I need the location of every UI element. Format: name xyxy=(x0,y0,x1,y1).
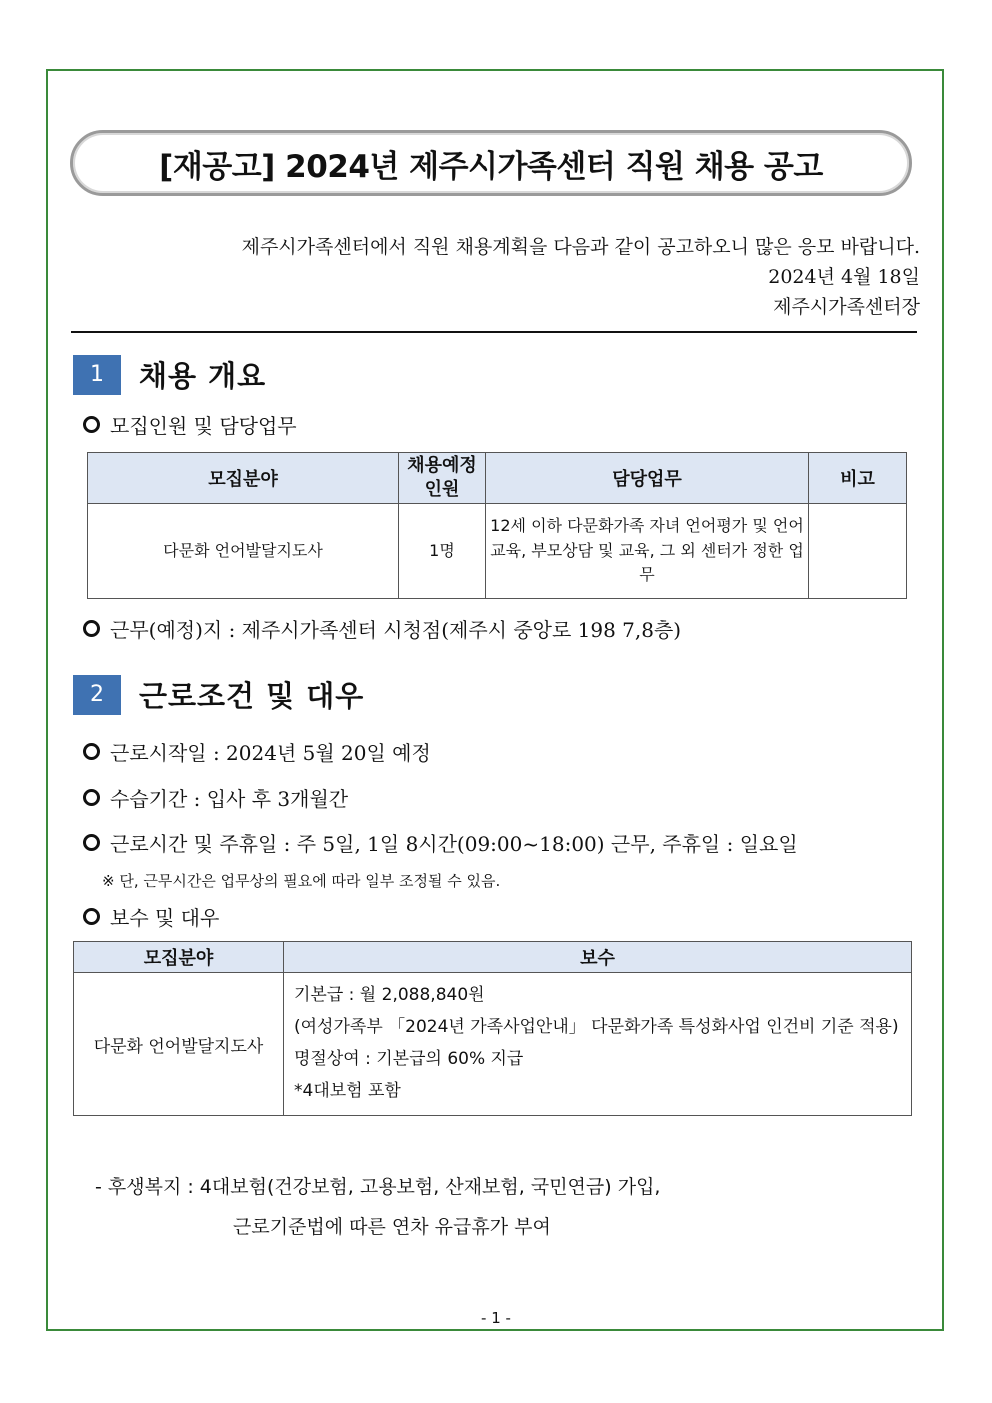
bullet-location xyxy=(83,614,681,643)
section-2-title: 근로조건 및 대우 xyxy=(139,679,365,713)
cell-count: 1명 xyxy=(399,504,486,599)
section-1-number: 1 xyxy=(73,355,121,395)
bullet-probation xyxy=(83,783,348,812)
header-duty: 담당업무 xyxy=(486,453,809,504)
recruit-table xyxy=(87,452,907,599)
table-row xyxy=(88,504,907,599)
circle-bullet-icon xyxy=(83,789,100,806)
bullet-recruit-text: 모집인원 및 담당업무 xyxy=(110,414,297,438)
cell-field: 다문화 언어발달지도사 xyxy=(88,504,399,599)
bullet-hours xyxy=(83,828,798,857)
section-2-number: 2 xyxy=(73,675,121,715)
welfare-line-2: 근로기준법에 따른 연차 유급휴가 부여 xyxy=(233,1216,551,1238)
section-1-title: 채용 개요 xyxy=(139,359,267,393)
page-title: [재공고] 2024년 제주시가족센터 직원 채용 공고 xyxy=(159,148,823,185)
pay-line: 기본급 : 월 2,088,840원 xyxy=(294,985,485,1005)
bullet-pay xyxy=(83,902,219,931)
bullet-probation-text: 수습기간 : 입사 후 3개월간 xyxy=(110,787,349,811)
section-1-heading xyxy=(73,354,266,395)
section-2-heading xyxy=(73,674,364,715)
circle-bullet-icon xyxy=(83,743,100,760)
intro-date: 2024년 4월 18일 xyxy=(768,266,920,288)
bullet-start-date-text: 근로시작일 : 2024년 5월 20일 예정 xyxy=(110,741,431,765)
header-field: 모집분야 xyxy=(88,453,399,504)
bullet-start-date xyxy=(83,737,431,766)
circle-bullet-icon xyxy=(83,620,100,637)
pay-line: 명절상여 : 기본급의 60% 지급 xyxy=(294,1049,524,1069)
cell-field: 다문화 언어발달지도사 xyxy=(74,973,284,1116)
bullet-location-text: 근무(예정)지 : 제주시가족센터 시청점(제주시 중앙로 198 7,8층) xyxy=(110,618,682,642)
pay-table xyxy=(73,941,912,1116)
bullet-pay-text: 보수 및 대우 xyxy=(110,906,220,930)
header-field: 모집분야 xyxy=(74,942,284,973)
table-row xyxy=(74,973,912,1116)
intro-text: 제주시가족센터에서 직원 채용계획을 다음과 같이 공고하오니 많은 응모 바랍니다. xyxy=(241,236,920,258)
header-pay: 보수 xyxy=(284,942,912,973)
header-note: 비고 xyxy=(809,453,907,504)
welfare-line-1: - 후생복지 : 4대보험(건강보험, 고용보험, 산재보험, 국민연금) 가입, xyxy=(95,1176,661,1198)
intro-issuer: 제주시가족센터장 xyxy=(773,296,920,318)
circle-bullet-icon xyxy=(83,834,100,851)
cell-note xyxy=(809,504,907,599)
hours-note: ※ 단, 근무시간은 업무상의 필요에 따라 일부 조정될 수 있음. xyxy=(102,872,501,890)
pay-line: (여성가족부 「2024년 가족사업안내」 다문화가족 특성화사업 인건비 기준 적용) xyxy=(294,1017,899,1037)
divider xyxy=(71,331,917,333)
title-banner xyxy=(70,130,912,196)
page-number: - 1 - xyxy=(481,1309,511,1327)
cell-pay xyxy=(284,973,912,1116)
table-header-row xyxy=(74,942,912,973)
pay-line: *4대보험 포함 xyxy=(294,1081,401,1101)
bullet-recruit xyxy=(83,410,297,439)
table-header-row xyxy=(88,453,907,504)
bullet-hours-text: 근로시간 및 주휴일 : 주 5일, 1일 8시간(09:00~18:00) 근무, 주휴일 : 일요일 xyxy=(110,832,798,856)
circle-bullet-icon xyxy=(83,908,100,925)
header-count: 채용예정 인원 xyxy=(399,453,486,504)
circle-bullet-icon xyxy=(83,416,100,433)
cell-duty: 12세 이하 다문화가족 자녀 언어평가 및 언어교육, 부모상담 및 교육, 그 외 센터가 정한 업무 xyxy=(486,504,809,599)
